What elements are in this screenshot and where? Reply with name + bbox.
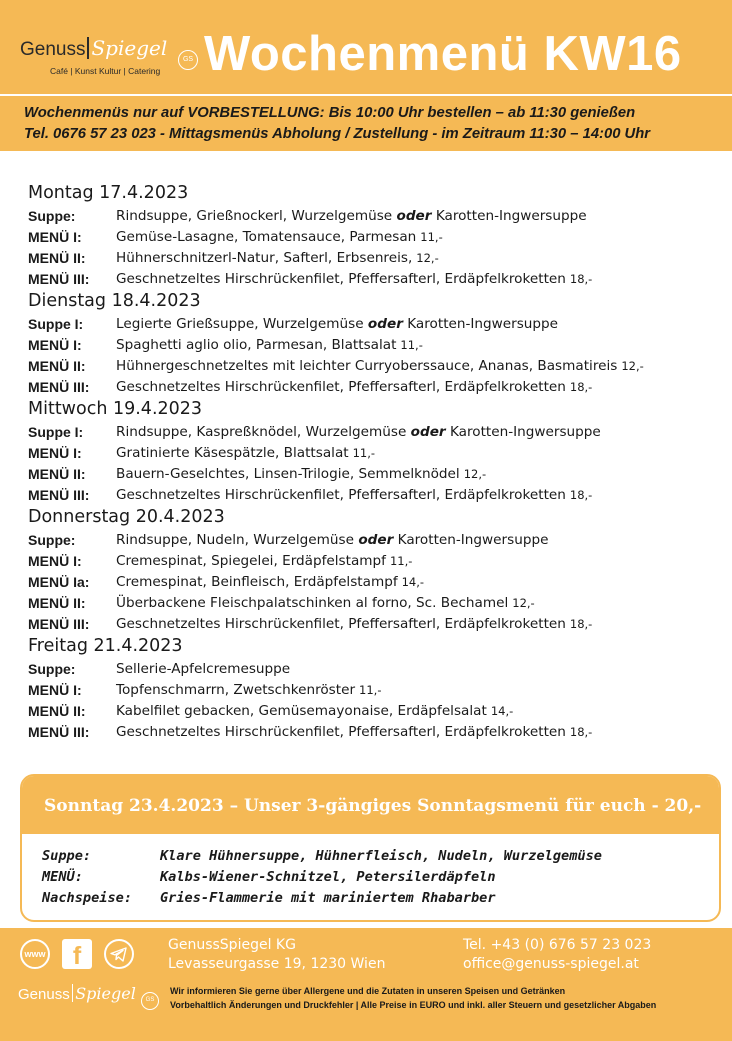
dish-alternative: Karotten-Ingwersuppe bbox=[407, 316, 559, 332]
menu-row-label: MENÜ III: bbox=[28, 487, 90, 503]
menu-row-label: MENÜ II: bbox=[28, 703, 86, 719]
dish-price: 18,- bbox=[569, 725, 593, 739]
header-banner bbox=[0, 0, 732, 94]
menu-row bbox=[28, 422, 718, 443]
menu-row-dish bbox=[116, 485, 592, 506]
footer-logo-genuss: Genuss bbox=[18, 986, 70, 1003]
menu-row-dish bbox=[116, 551, 412, 572]
dish-price: 11,- bbox=[352, 446, 376, 460]
dish-text: Sellerie-Apfelcremesuppe bbox=[116, 661, 291, 677]
menu-row-dish bbox=[116, 530, 548, 551]
dish-price: 18,- bbox=[569, 380, 593, 394]
dish-alternative: Karotten-Ingwersuppe bbox=[449, 424, 601, 440]
order-info-banner bbox=[0, 94, 732, 151]
dish-price: 12,- bbox=[621, 359, 644, 373]
menu-row bbox=[28, 551, 718, 572]
dish-alternative: Karotten-Ingwersuppe bbox=[397, 532, 549, 548]
dish-price: 12,- bbox=[416, 251, 439, 265]
menu-row-dish bbox=[116, 377, 592, 398]
footer-logo-spiegel: Spiegel bbox=[75, 984, 136, 1003]
menu-row-dish bbox=[116, 227, 443, 248]
menu-row-label: Suppe: bbox=[28, 208, 76, 224]
day-section bbox=[28, 506, 718, 635]
legal-note-prices: Vorbehaltlich Änderungen und Druckfehler | Alle Preise in EURO und inkl. aller Steuern und gesetzlicher Abgaben bbox=[170, 1000, 657, 1010]
menu-row bbox=[28, 314, 718, 335]
menu-row-dish bbox=[116, 206, 587, 227]
sunday-row-label: MENÜ: bbox=[42, 869, 83, 885]
dish-text: Geschnetzeltes Hirschrückenfilet, Pfeffersafterl, Erdäpfelkroketten bbox=[116, 379, 566, 395]
weekly-menu bbox=[28, 182, 718, 743]
order-info-line-2: Tel. 0676 57 23 023 - Mittagsmenüs Abholung / Zustellung - im Zeitraum 11:30 – 14:00 Uhr bbox=[24, 126, 651, 142]
dish-or-connector: oder bbox=[410, 424, 446, 440]
menu-row bbox=[28, 659, 718, 680]
menu-row bbox=[28, 227, 718, 248]
genussspiegel-logo bbox=[20, 30, 200, 85]
menu-row-dish bbox=[116, 680, 382, 701]
dish-price: 14,- bbox=[490, 704, 514, 718]
dish-price: 12,- bbox=[463, 467, 487, 481]
sunday-row-label: Suppe: bbox=[42, 848, 92, 864]
menu-row-label: Suppe: bbox=[28, 532, 76, 548]
sunday-row-text: Kalbs-Wiener-Schnitzel, Petersilerdäpfeln bbox=[160, 869, 496, 885]
menu-row-label: MENÜ I: bbox=[28, 337, 82, 353]
logo-divider bbox=[87, 37, 89, 59]
menu-row bbox=[28, 248, 718, 269]
menu-row bbox=[28, 614, 718, 635]
menu-row-dish bbox=[116, 314, 558, 335]
dish-text: Spaghetti aglio olio, Parmesan, Blattsalat bbox=[116, 337, 397, 353]
menu-row-dish bbox=[116, 593, 535, 614]
menu-row-dish bbox=[116, 701, 513, 722]
dish-price: 11,- bbox=[359, 683, 382, 697]
dish-price: 11,- bbox=[420, 230, 443, 244]
menu-row-dish bbox=[116, 722, 592, 743]
menu-row-label: MENÜ III: bbox=[28, 724, 90, 740]
menu-row-dish bbox=[116, 443, 375, 464]
legal-note-allergens: Wir informieren Sie gerne über Allergene und die Zutaten in unseren Speisen und Getränken bbox=[170, 986, 566, 996]
menu-row bbox=[28, 206, 718, 227]
menu-row-label: MENÜ I: bbox=[28, 553, 82, 569]
menu-row-dish bbox=[116, 356, 644, 377]
menu-row-dish bbox=[116, 464, 486, 485]
day-title: Mittwoch 19.4.2023 bbox=[28, 399, 203, 419]
logo-tagline: Café | Kunst Kultur | Catering bbox=[50, 66, 161, 76]
dish-text: Gratinierte Käsespätzle, Blattsalat bbox=[116, 445, 349, 461]
menu-row-label: MENÜ II: bbox=[28, 358, 86, 374]
menu-row-label: MENÜ Ia: bbox=[28, 574, 90, 590]
logo-spiegel-text: Spiegel bbox=[91, 36, 168, 60]
dish-price: 18,- bbox=[569, 617, 593, 631]
dish-price: 18,- bbox=[569, 488, 593, 502]
menu-row bbox=[28, 572, 718, 593]
menu-row-label: MENÜ I: bbox=[28, 445, 82, 461]
dish-text: Cremespinat, Beinfleisch, Erdäpfelstampf bbox=[116, 574, 398, 590]
dish-text: Legierte Grießsuppe, Wurzelgemüse bbox=[116, 316, 364, 332]
menu-row bbox=[28, 722, 718, 743]
dish-alternative: Karotten-Ingwersuppe bbox=[435, 208, 587, 224]
dish-text: Rindsuppe, Nudeln, Wurzelgemüse bbox=[116, 532, 354, 548]
dish-text: Geschnetzeltes Hirschrückenfilet, Pfeffersafterl, Erdäpfelkroketten bbox=[116, 724, 566, 740]
day-title: Dienstag 18.4.2023 bbox=[28, 291, 201, 311]
day-section bbox=[28, 635, 718, 743]
dish-text: Geschnetzeltes Hirschrückenfilet, Pfeffersafterl, Erdäpfelkroketten bbox=[116, 616, 566, 632]
menu-row-dish bbox=[116, 659, 290, 680]
menu-row-label: MENÜ III: bbox=[28, 379, 90, 395]
company-name: GenussSpiegel KG bbox=[168, 937, 296, 953]
sunday-row-text: Klare Hühnersuppe, Hühnerfleisch, Nudeln, Wurzelgemüse bbox=[160, 848, 602, 864]
menu-row-label: MENÜ I: bbox=[28, 682, 82, 698]
menu-row-dish bbox=[116, 335, 423, 356]
dish-price: 18,- bbox=[569, 272, 593, 286]
contact-phone[interactable]: Tel. +43 (0) 676 57 23 023 bbox=[463, 937, 652, 953]
day-title: Montag 17.4.2023 bbox=[28, 183, 189, 203]
logo-genuss-text: Genuss bbox=[20, 39, 86, 60]
dish-or-connector: oder bbox=[358, 532, 394, 548]
menu-row-label: Suppe: bbox=[28, 661, 76, 677]
dish-text: Geschnetzeltes Hirschrückenfilet, Pfeffersafterl, Erdäpfelkroketten bbox=[116, 271, 566, 287]
dish-text: Gemüse-Lasagne, Tomatensauce, Parmesan bbox=[116, 229, 417, 245]
company-address: Levasseurgasse 19, 1230 Wien bbox=[168, 956, 386, 972]
contact-email[interactable]: office@genuss-spiegel.at bbox=[463, 956, 639, 972]
www-icon[interactable]: www bbox=[20, 939, 50, 969]
menu-row-dish bbox=[116, 269, 592, 290]
dish-text: Cremespinat, Spiegelei, Erdäpfelstampf bbox=[116, 553, 386, 569]
dish-or-connector: oder bbox=[367, 316, 403, 332]
logo-badge-icon: GS bbox=[178, 50, 198, 70]
menu-row-label: MENÜ II: bbox=[28, 595, 86, 611]
day-section bbox=[28, 290, 718, 398]
telegram-icon[interactable] bbox=[104, 939, 134, 969]
dish-text: Rindsuppe, Kaspreßknödel, Wurzelgemüse bbox=[116, 424, 407, 440]
menu-row bbox=[28, 464, 718, 485]
menu-row-dish bbox=[116, 248, 439, 269]
menu-row bbox=[28, 485, 718, 506]
menu-row-label: Suppe I: bbox=[28, 424, 84, 440]
menu-row-label: MENÜ II: bbox=[28, 250, 86, 266]
dish-price: 14,- bbox=[401, 575, 425, 589]
dish-text: Kabelfilet gebacken, Gemüsemayonaise, Erdäpfelsalat bbox=[116, 703, 487, 719]
day-section bbox=[28, 398, 718, 506]
menu-row-dish bbox=[116, 422, 601, 443]
day-title: Donnerstag 20.4.2023 bbox=[28, 507, 225, 527]
dish-or-connector: oder bbox=[396, 208, 432, 224]
sunday-menu-title: Sonntag 23.4.2023 – Unser 3-gängiges Sonntagsmenü für euch - 20,- bbox=[44, 796, 702, 816]
footer-logo bbox=[18, 984, 136, 1003]
menu-row bbox=[28, 701, 718, 722]
footer-address-block bbox=[168, 936, 385, 974]
facebook-icon[interactable]: f bbox=[62, 939, 92, 969]
menu-row-label: MENÜ I: bbox=[28, 229, 82, 245]
menu-row bbox=[28, 335, 718, 356]
dish-text: Hühnergeschnetzeltes mit leichter Curryoberssauce, Ananas, Basmatireis bbox=[116, 358, 618, 374]
menu-row bbox=[28, 356, 718, 377]
dish-text: Überbackene Fleischpalatschinken al forno, Sc. Bechamel bbox=[116, 595, 509, 611]
menu-row-dish bbox=[116, 614, 592, 635]
sunday-menu-box bbox=[20, 774, 721, 922]
menu-row-label: MENÜ III: bbox=[28, 616, 90, 632]
menu-row bbox=[28, 269, 718, 290]
menu-row-label: MENÜ III: bbox=[28, 271, 90, 287]
footer-logo-divider bbox=[72, 984, 74, 1002]
day-title: Freitag 21.4.2023 bbox=[28, 636, 183, 656]
order-info-line-1: Wochenmenüs nur auf VORBESTELLUNG: Bis 10:00 Uhr bestellen – ab 11:30 genießen bbox=[24, 105, 636, 121]
day-section bbox=[28, 182, 718, 290]
dish-price: 12,- bbox=[512, 596, 535, 610]
footer-logo-badge-icon: GS bbox=[141, 992, 159, 1010]
sunday-row-text: Gries-Flammerie mit mariniertem Rhabarber bbox=[160, 890, 496, 906]
menu-row bbox=[28, 680, 718, 701]
menu-row-dish bbox=[116, 572, 424, 593]
page-title: Wochenmenü KW16 bbox=[204, 27, 682, 81]
dish-price: 11,- bbox=[400, 338, 423, 352]
menu-row bbox=[28, 377, 718, 398]
dish-text: Rindsuppe, Grießnockerl, Wurzelgemüse bbox=[116, 208, 393, 224]
footer-contact-block bbox=[463, 936, 651, 974]
menu-row-label: MENÜ II: bbox=[28, 466, 86, 482]
sunday-menu-header bbox=[22, 776, 719, 834]
sunday-row-label: Nachspeise: bbox=[42, 890, 133, 906]
dish-text: Topfenschmarrn, Zwetschkenröster bbox=[116, 682, 356, 698]
menu-row bbox=[28, 530, 718, 551]
dish-text: Bauern-Geselchtes, Linsen-Trilogie, Semmelknödel bbox=[116, 466, 460, 482]
dish-text: Geschnetzeltes Hirschrückenfilet, Pfeffersafterl, Erdäpfelkroketten bbox=[116, 487, 566, 503]
menu-row bbox=[28, 443, 718, 464]
menu-row-label: Suppe I: bbox=[28, 316, 84, 332]
footer bbox=[0, 928, 732, 1041]
menu-row bbox=[28, 593, 718, 614]
dish-text: Hühnerschnitzerl-Natur, Safterl, Erbsenreis, bbox=[116, 250, 413, 266]
dish-price: 11,- bbox=[389, 554, 413, 568]
